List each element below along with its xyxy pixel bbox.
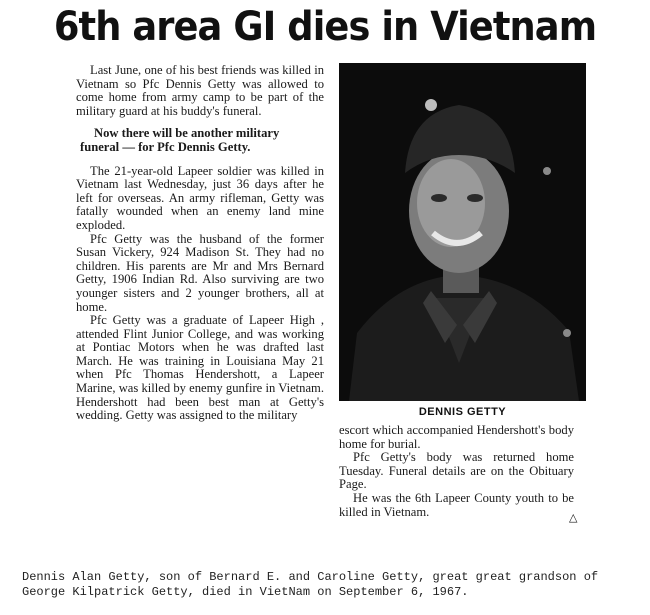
portrait-photo [339, 63, 586, 401]
photo-caption: DENNIS GETTY [418, 406, 507, 418]
article-paragraph: Last June, one of his best friends was killed in Vietnam so Pfc Dennis Getty was allowed to come home from army camp to be part of the military guard at his buddy's funeral. [76, 63, 324, 118]
footnote: Dennis Alan Getty, son of Bernard E. and Caroline Getty, great great grandson of George Kilpatrick Getty, died in VietNam on September 6, 1967. [22, 570, 599, 599]
article-paragraph: Pfc Getty was a graduate of Lapeer High , attended Flint Junior College, and was working at Pontiac Motors when he was drafted last March. He was training in Louisiana May 21 when Pfc Thomas Hendershott, a Lapeer Marine, was killed by enemy gunfire in Vietnam. Hendershott had been best man at Getty's wedding. Getty was assigned to the military [76, 313, 324, 423]
end-mark-icon: △ [569, 511, 578, 524]
article-paragraph: Pfc Getty was the husband of the former Susan Vickery, 924 Madison St. They had no children. His parents are Mr and Mrs Bernard Getty, 1906 Indian Rd. Also surviving are two younger sisters and 2 younger brothers, all at home. [76, 231, 324, 314]
portrait-image [339, 63, 586, 401]
article-paragraph: Pfc Getty's body was returned home Tuesday. Funeral details are on the Obituary Page. [339, 450, 574, 492]
article-paragraph: escort which accompanied Hendershott's body home for burial. [339, 423, 574, 451]
article-paragraph: The 21-year-old Lapeer soldier was killed in Vietnam last Wednesday, just 36 days after he left for overseas. An army rifleman, Getty was fatally wounded when an enemy land mine exploded. [76, 163, 324, 232]
headline: 6th area GI dies in Vietnam [53, 4, 597, 50]
article-column-left [76, 64, 324, 423]
article-subhead: Now there will be another military funeral — for Pfc Dennis Getty. [80, 126, 280, 154]
article-column-right [339, 424, 574, 519]
article-paragraph: He was the 6th Lapeer County youth to be killed in Vietnam. [339, 490, 574, 519]
